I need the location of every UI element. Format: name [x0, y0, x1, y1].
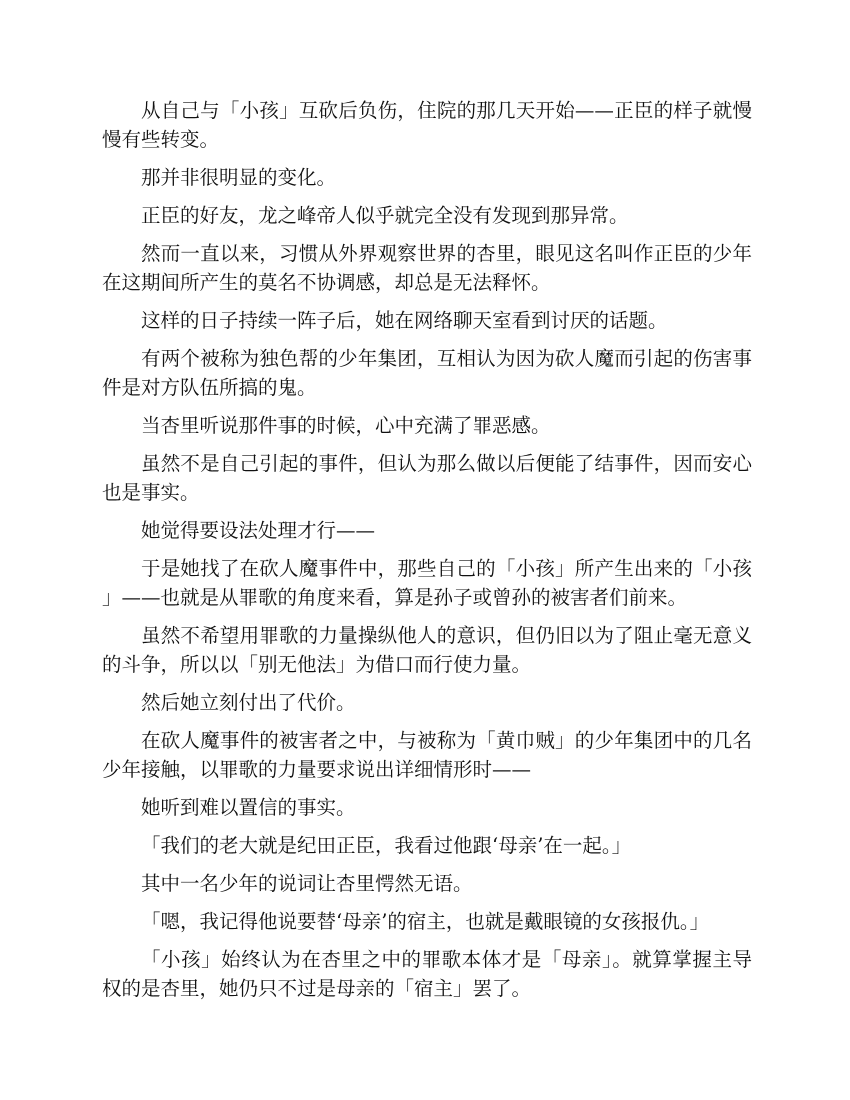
paragraph: 其中一名少年的说词让杏里愕然无语。 [141, 872, 473, 895]
paragraph: 于是她找了在砍人魔事件中，那些自己的「小孩」所产生出来的「小孩」——也就是从罪歌的角度来看，算是孙子或曾孙的被害者们前来。 [102, 557, 752, 609]
paragraph: 「我们的老大就是纪田正臣，我看过他跟‘母亲’在一起。」 [141, 834, 632, 857]
paragraph: 然后她立刻付出了代价。 [141, 691, 356, 714]
paragraph: 她听到难以置信的事实。 [141, 796, 356, 819]
paragraph: 正臣的好友，龙之峰帝人似乎就完全没有发现到那异常。 [141, 204, 629, 227]
paragraph: 虽然不是自己引起的事件，但认为那么做以后便能了结事件，因而安心也是事实。 [102, 452, 752, 504]
paragraph: 在砍人魔事件的被害者之中，与被称为「黄巾贼」的少年集团中的几名少年接触，以罪歌的力量要求说出详细情形时—— [102, 729, 752, 781]
paragraph: 这样的日子持续一阵子后，她在网络聊天室看到讨厌的话题。 [141, 309, 668, 332]
paragraph: 虽然不希望用罪歌的力量操纵他人的意识，但仍旧以为了阻止毫无意义的斗争，所以以「别无他法」为借口而行使力量。 [102, 624, 752, 676]
paragraph: 那并非很明显的变化。 [141, 166, 337, 189]
paragraph: 「嗯，我记得他说要替‘母亲’的宿主，也就是戴眼镜的女孩报仇。」 [141, 910, 710, 933]
paragraph: 当杏里听说那件事的时候，心中充满了罪恶感。 [141, 414, 551, 437]
paragraph: 她觉得要设法处理才行—— [141, 519, 376, 542]
paragraph: 「小孩」始终认为在杏里之中的罪歌本体才是「母亲」。就算掌握主导权的是杏里，她仍只不过是母亲的「宿主」罢了。 [102, 948, 752, 1000]
paragraph: 有两个被称为独色帮的少年集团，互相认为因为砍人魔而引起的伤害事件是对方队伍所搞的鬼。 [102, 347, 752, 399]
paragraph: 从自己与「小孩」互砍后负伤，住院的那几天开始——正臣的样子就慢慢有些转变。 [102, 99, 752, 151]
paragraph: 然而一直以来，习惯从外界观察世界的杏里，眼见这名叫作正臣的少年在这期间所产生的莫名不协调感，却总是无法释怀。 [102, 242, 752, 294]
document-page [102, 96, 752, 1012]
